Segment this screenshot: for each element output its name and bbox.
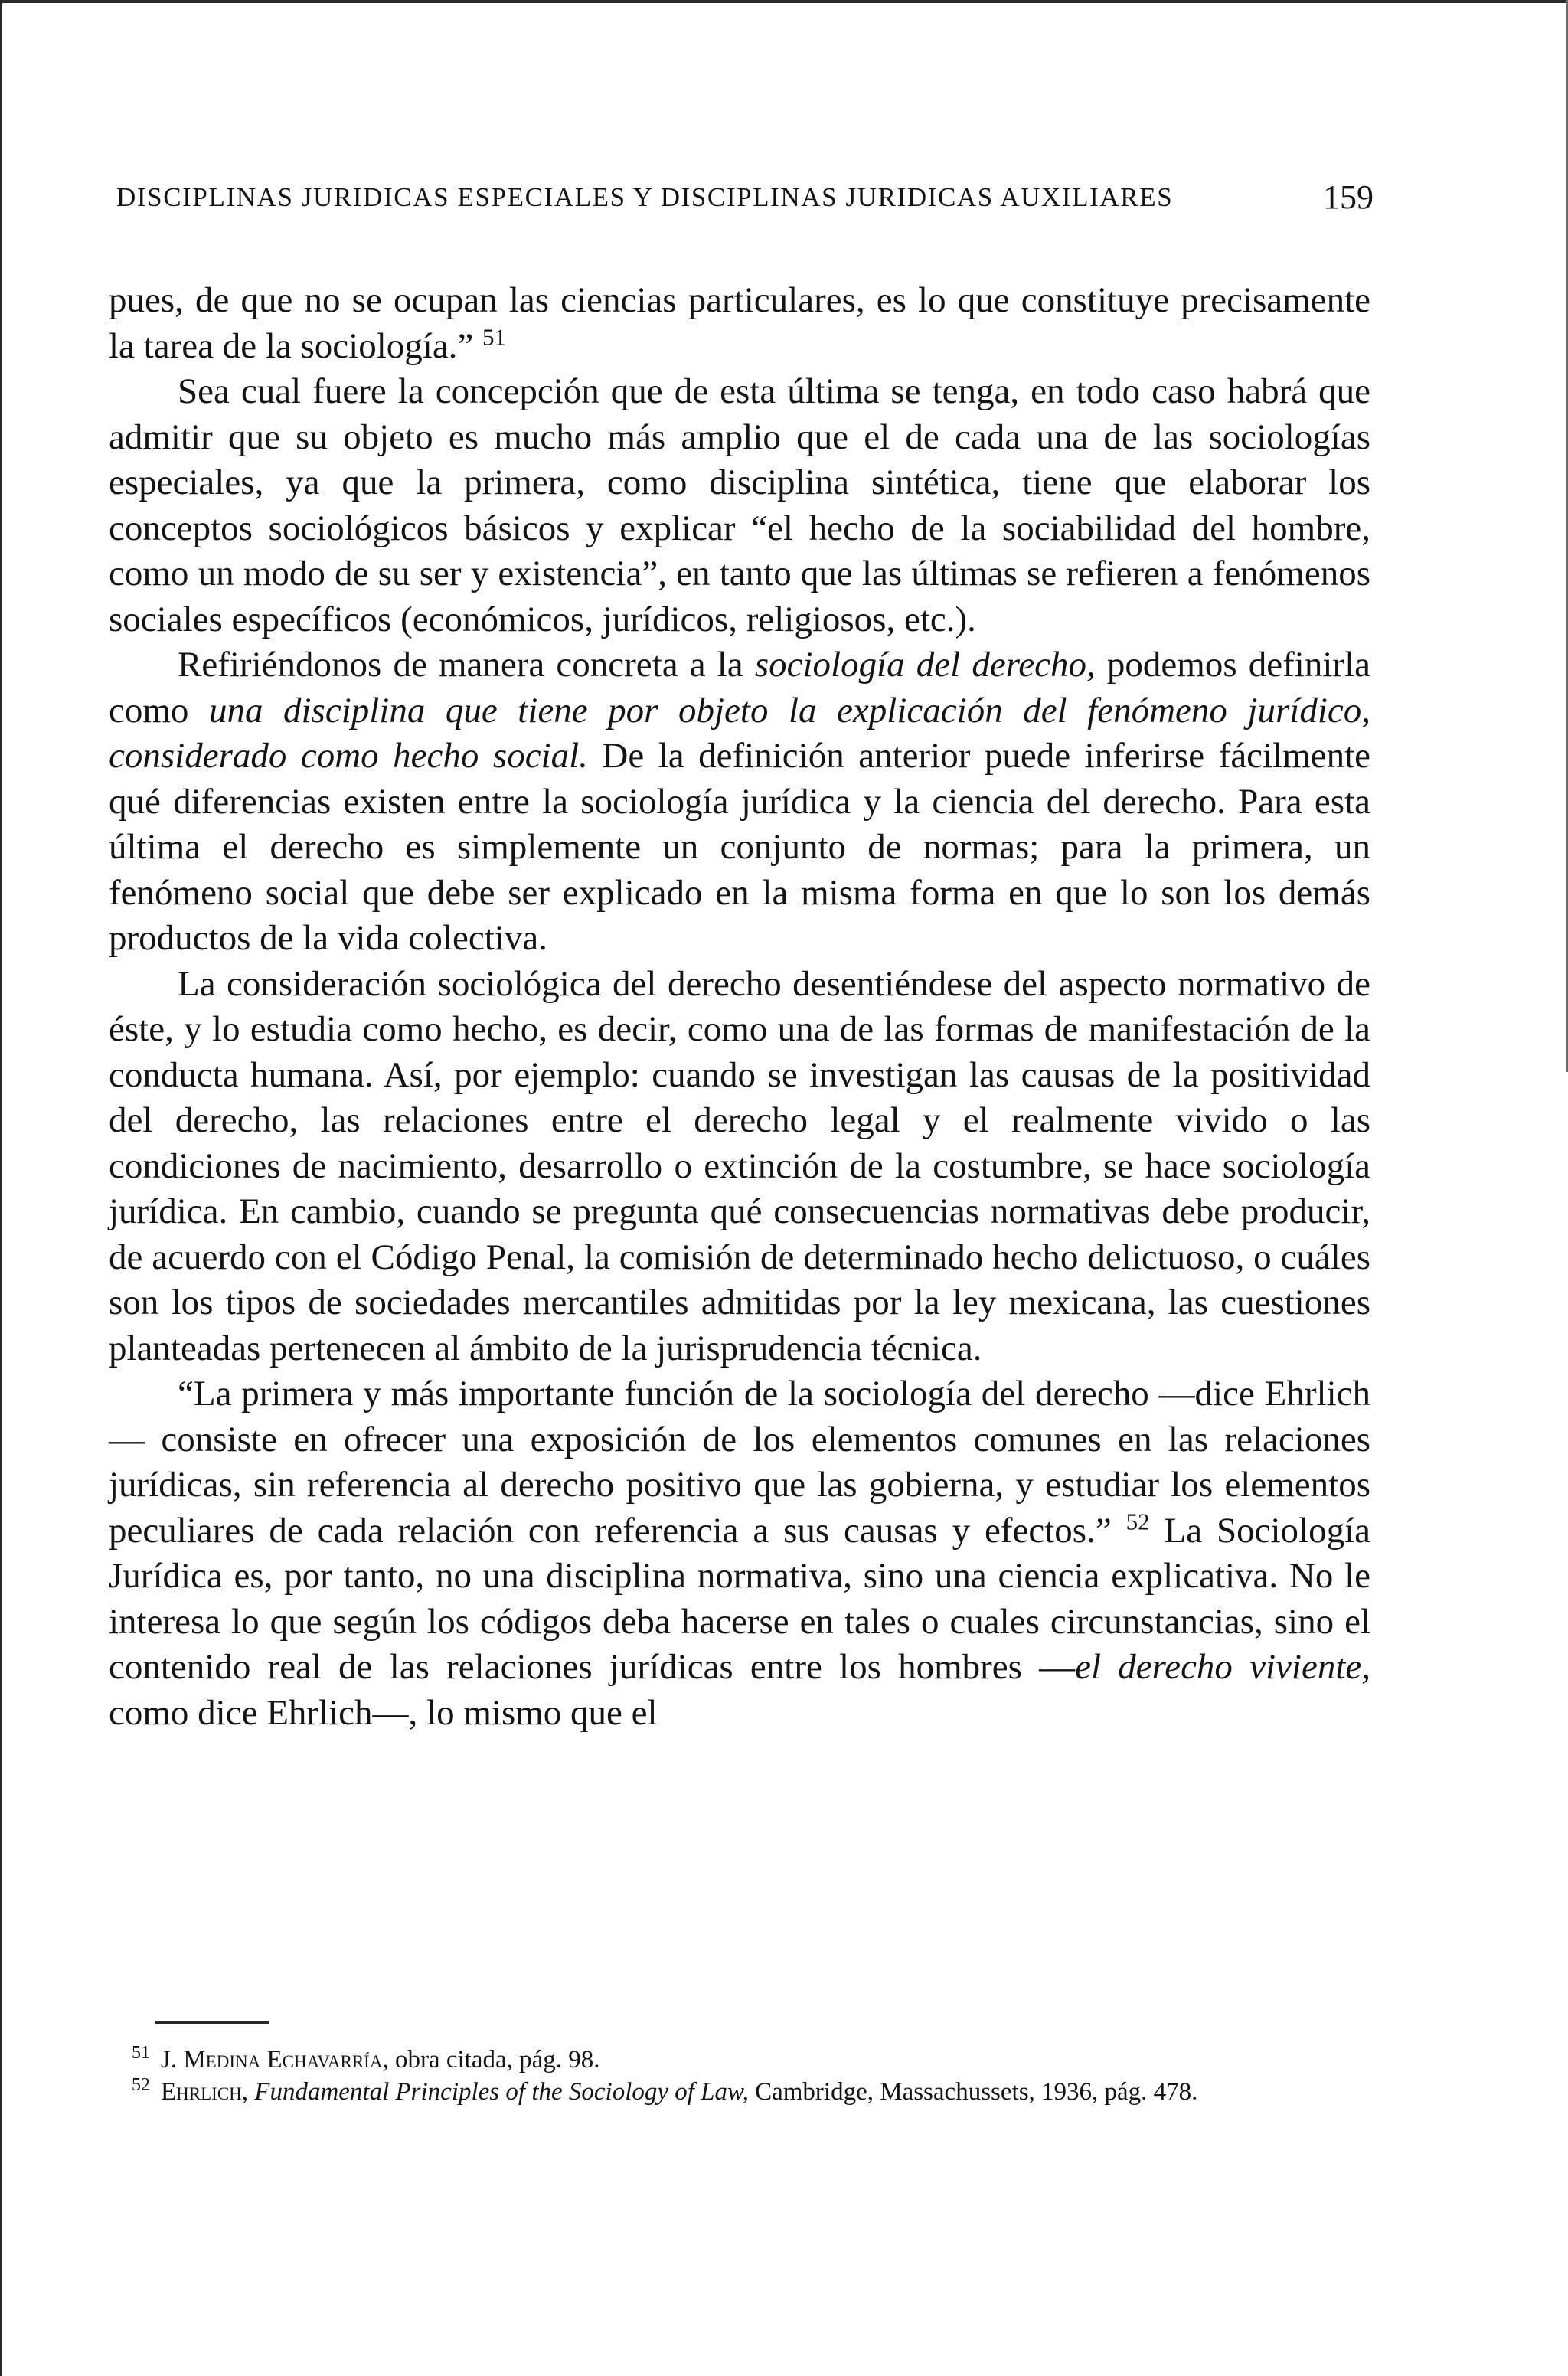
- paragraph-5-part-b: La Sociología Jurídica es, por tanto, no una disciplina normativa, sino una ciencia explicativa. No le interesa lo que según los códigos deba hacerse en tales o cuales circunstancias, sino el contenido real de las relaciones jurídicas entre los hombres —: [109, 1510, 1371, 1687]
- footnote-52-title: Fundamental Principles of the Sociology of Law,: [254, 2078, 749, 2106]
- paragraph-3-part-a: Refiriéndonos de manera concreta a la: [178, 645, 755, 685]
- footnote-52-author: Ehrlich: [161, 2078, 242, 2106]
- footnote-51-text: , obra citada, pág. 98.: [382, 2046, 600, 2074]
- running-head: DISCIPLINAS JURIDICAS ESPECIALES Y DISCIPLINAS JURIDICAS AUXILIARES: [116, 182, 1174, 212]
- page-number: 159: [1323, 178, 1374, 216]
- paragraph-2: Sea cual fuere la concepción que de esta última se tenga, en todo caso habrá que admitir que su objeto es mucho más amplio que el de cada una de las sociologías especiales, ya que la primera, como disciplina sintética, tiene que elaborar los conceptos sociológicos básicos y explicar “el hecho de la sociabilidad del hombre, como un modo de su ser y existencia”, en tanto que las últimas se refieren a fenómenos sociales específicos (económicos, jurídicos, religiosos, etc.).: [109, 371, 1370, 639]
- paragraph-3-part-c: podemos definirla como: [109, 645, 1370, 730]
- scan-border-left: [0, 0, 2, 2376]
- footnotes: [110, 2021, 1372, 2108]
- body-text: [109, 278, 1370, 1736]
- footnote-ref-51: 51: [482, 322, 507, 350]
- paragraph-3-term: sociología del derecho,: [754, 645, 1096, 685]
- paragraph-1: [109, 278, 1370, 369]
- paragraph-5-part-d: como dice Ehrlich—, lo mismo que el: [109, 1692, 658, 1733]
- paragraph-1-text: pues, de que no se ocupan las ciencias particulares, es lo que constituye precisamente la tarea de la sociología.”: [109, 280, 1370, 366]
- footnote-52-text: Cambridge, Massachussets, 1936, pág. 478.: [748, 2078, 1198, 2106]
- paragraph-3-part-e: De la definición anterior puede inferirse fácilmente qué diferencias existen entre la sociología jurídica y la ciencia del derecho. Para esta última el derecho es simplemente un conjunto de normas; para la primera, un fenómeno social que debe ser explicado en la misma forma en que lo son los demás productos de la vida colectiva.: [109, 736, 1370, 958]
- footnote-51: 51 J. Medina Echavarría, obra citada, pág. 98.: [132, 2043, 600, 2074]
- footnote-rule: [155, 2021, 270, 2024]
- paragraph-5: [109, 1371, 1370, 1736]
- footnote-ref-52: 52: [1125, 1507, 1150, 1534]
- scan-border-top: [0, 0, 1568, 3]
- footnote-52: 52 Ehrlich, Fundamental Principles of the Sociology of Law, Cambridge, Massachussets, 1936, pág. 478.: [132, 2075, 1198, 2106]
- paragraph-5-emphasis: el derecho viviente,: [1075, 1647, 1370, 1687]
- paragraph-4: La consideración sociológica del derecho desentiéndese del aspecto normativo de éste, y lo estudia como hecho, es decir, como una de las formas de manifestación de la conducta humana. Así, por ejemplo: cuando se investigan las causas de la positividad del derecho, las relaciones entre el derecho legal y el realmente vivido o las condiciones de nacimiento, desarrollo o extinción de la costumbre, se hace sociología jurídica. En cambio, cuando se pregunta qué consecuencias normativas debe producir, de acuerdo con el Código Penal, la comisión de determinado hecho delictuoso, o cuáles son los tipos de sociedades mercantiles admitidas por la ley mexicana, las cuestiones planteadas pertenecen al ámbito de la jurisprudencia técnica.: [109, 963, 1370, 1368]
- footnote-51-author: J. Medina Echavarría: [161, 2046, 383, 2074]
- paragraph-5-quote: “La primera y más importante función de la sociología del derecho —dice Ehrlich— consiste en ofrecer una exposición de los elementos comunes en las relaciones jurídicas, sin referencia al derecho positivo que las gobierna, y estudiar los elementos peculiares de cada relación con referencia a sus causas y efectos.”: [109, 1374, 1370, 1551]
- paragraph-3: [109, 642, 1370, 962]
- footnote-52-separator: ,: [241, 2078, 255, 2106]
- paragraph-3-definition: una disciplina que tiene por objeto la explicación del fenómeno jurídico, considerado como hecho social.: [109, 690, 1370, 776]
